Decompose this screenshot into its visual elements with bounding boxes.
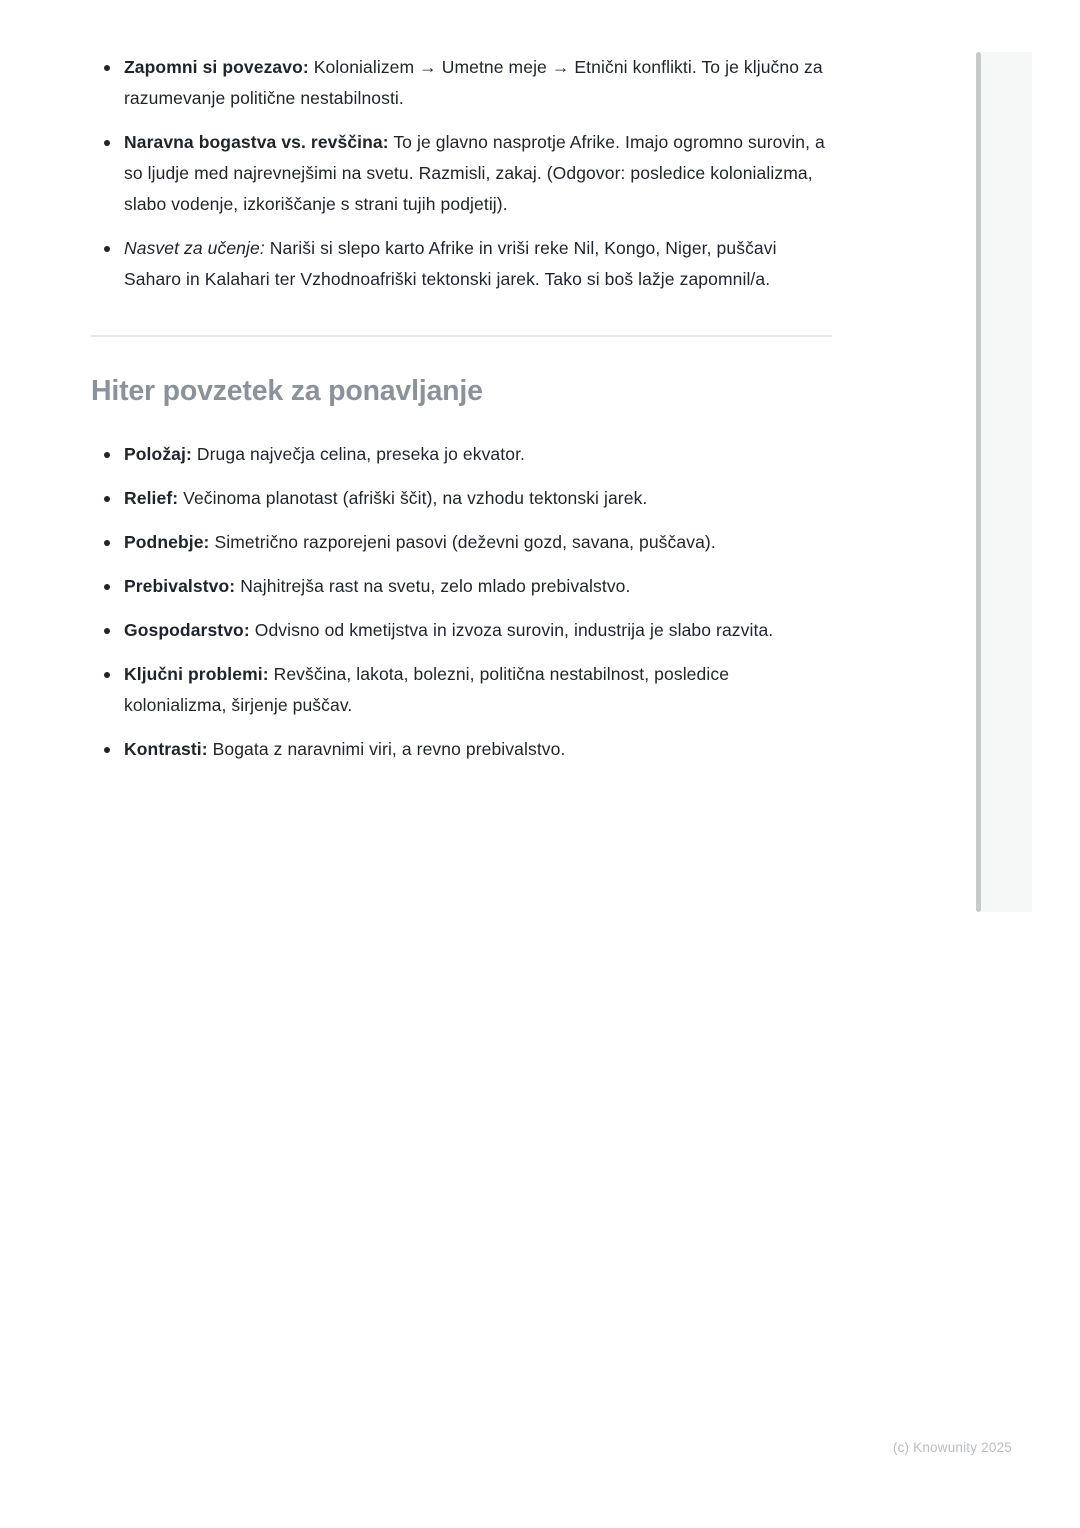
scrollbar-thumb[interactable] <box>976 52 981 912</box>
summary-list <box>91 439 832 765</box>
bullet-text: Odvisno od kmetijstva in izvoza surovin, industrija je slabo razvita. <box>254 620 774 640</box>
list-item <box>91 483 832 514</box>
bullet-lead: Gospodarstvo: <box>124 620 250 640</box>
notes-list <box>91 52 832 295</box>
bullet-lead: Ključni problemi: <box>124 664 269 684</box>
bullet-lead: Kontrasti: <box>124 739 208 759</box>
bullet-lead: Naravna bogastva vs. revščina: <box>124 132 389 152</box>
section-divider <box>91 335 832 337</box>
list-item <box>91 571 832 602</box>
list-item <box>91 659 832 721</box>
bullet-lead: Zapomni si povezavo: <box>124 57 309 77</box>
list-item <box>91 734 832 765</box>
bullet-lead: Položaj: <box>124 444 192 464</box>
list-item <box>91 527 832 558</box>
bullet-text: Bogata z naravnimi viri, a revno prebivalstvo. <box>212 739 566 759</box>
bullet-lead: Podnebje: <box>124 532 210 552</box>
bullet-text: To je glavno nasprotje Afrike. Imajo ogromno surovin, a so ljudje med najrevnejšimi na svetu. Razmisli, zakaj. (Odgovor: posledice kolonializma, slabo vodenje, izkoriščanje s strani tujih podjetij). <box>124 132 825 214</box>
bullet-text: Večinoma planotast (afriški ščit), na vzhodu tektonski jarek. <box>183 488 648 508</box>
section-heading: Hiter povzetek za ponavljanje <box>91 375 483 407</box>
list-item <box>91 127 832 220</box>
bullet-lead: Nasvet za učenje: <box>124 238 265 258</box>
page-edge-panel <box>981 52 1032 912</box>
bullet-lead: Relief: <box>124 488 179 508</box>
footer-copyright: (c) Knowunity 2025 <box>892 1440 1012 1455</box>
list-item <box>91 52 832 114</box>
bullet-text: Kolonializem → Umetne meje → Etnični konflikti. To je ključno za razumevanje politične nestabilnosti. <box>124 57 823 108</box>
bullet-text: Nariši si slepo karto Afrike in vriši reke Nil, Kongo, Niger, puščavi Saharo in Kalahari ter Vzhodnoafriški tektonski jarek. Tako si boš lažje zapomnil/a. <box>124 238 777 289</box>
bullet-text: Revščina, lakota, bolezni, politična nestabilnost, posledice kolonializma, širjenje puščav. <box>124 664 730 715</box>
list-item <box>91 439 832 470</box>
list-item <box>91 233 832 295</box>
list-item <box>91 615 832 646</box>
bullet-lead: Prebivalstvo: <box>124 576 236 596</box>
bullet-text: Najhitrejša rast na svetu, zelo mlado prebivalstvo. <box>240 576 631 596</box>
bullet-text: Druga največja celina, preseka jo ekvator. <box>196 444 525 464</box>
document-page <box>91 52 832 778</box>
bullet-text: Simetrično razporejeni pasovi (deževni gozd, savana, puščava). <box>214 532 716 552</box>
